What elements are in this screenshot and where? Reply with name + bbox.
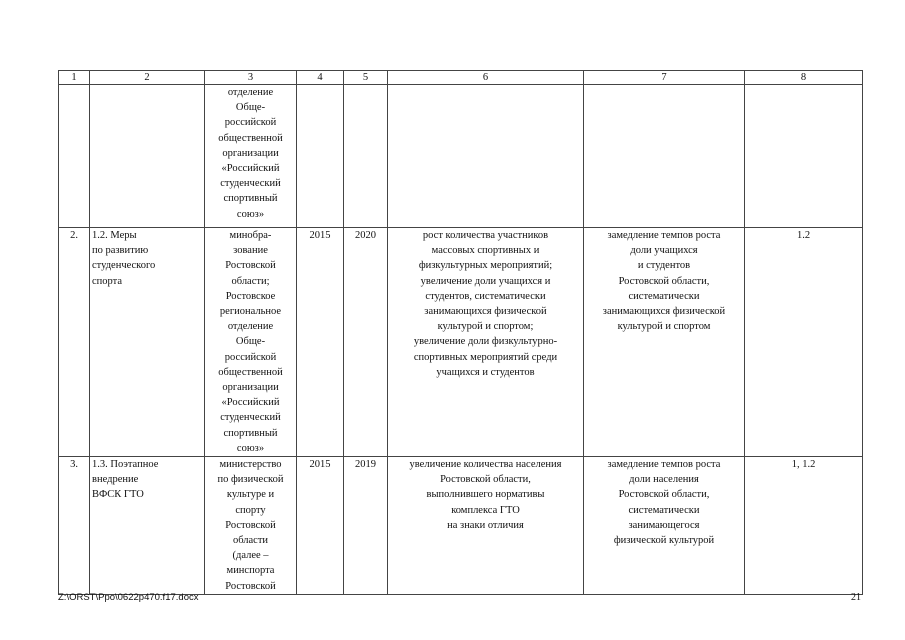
footer-file-path: Z:\ORST\Ppo\0622p470.f17.docx: [58, 592, 199, 603]
cell-line: физкультурных мероприятий;: [418, 260, 553, 272]
cell-line: систематически: [628, 504, 700, 516]
cell-line: доли населения: [629, 474, 699, 486]
cell-start-year: 2015: [297, 457, 344, 595]
cell-line: 1.2. Меры: [92, 230, 137, 241]
cell-line: минобра-: [229, 230, 272, 241]
cell-line: спортивный: [223, 427, 278, 439]
cell-indicator-link: 1.2: [745, 228, 863, 457]
cell-line: Ростовской области,: [618, 275, 710, 287]
header-col-7: 7: [584, 71, 745, 85]
header-col-6: 6: [388, 71, 584, 85]
cell-expected-result: [388, 228, 584, 457]
header-col-2: 2: [90, 71, 205, 85]
header-row: [59, 71, 863, 85]
cell-measure: [90, 228, 205, 457]
cell-start-year: [297, 85, 344, 228]
measures-table: [58, 70, 863, 595]
cell-line: союз»: [236, 208, 265, 220]
cell-end-year: [344, 85, 388, 228]
cell-line: отделение: [227, 321, 274, 333]
cell-line: зование: [233, 245, 268, 257]
cell-line: Ростовской: [225, 519, 276, 531]
cell-line: культурой и спортом: [617, 321, 711, 333]
cell-line: организации: [222, 382, 279, 394]
cell-line: увеличение доли учащихся и: [420, 275, 551, 287]
cell-line: Обще-: [235, 336, 266, 348]
header-col-4: 4: [297, 71, 344, 85]
cell-line: занимающихся физической: [602, 306, 726, 318]
footer-page-number: 21: [851, 592, 861, 603]
cell-line: выполнившего нормативы: [426, 489, 545, 501]
cell-expected-result: [388, 457, 584, 595]
cell-measure: [90, 85, 205, 228]
cell-line: увеличение доли физкультурно-: [413, 336, 558, 348]
cell-end-year: 2019: [344, 457, 388, 595]
cell-line: спортивных мероприятий среди: [413, 351, 558, 363]
cell-indicator-link: 1, 1.2: [745, 457, 863, 595]
cell-line: массовых спортивных и: [431, 245, 540, 257]
cell-line: учащихся и студентов: [436, 366, 535, 378]
cell-line: «Российский: [221, 163, 280, 175]
cell-line: спорта: [92, 275, 123, 287]
cell-executor: [205, 85, 297, 228]
cell-line: внедрение: [92, 474, 139, 486]
header-col-1: 1: [59, 71, 90, 85]
cell-line: Обще-: [235, 102, 266, 114]
cell-number: [59, 85, 90, 228]
cell-line: спорту: [235, 504, 266, 516]
cell-line: на знаки отличия: [447, 519, 524, 531]
cell-line: региональное: [219, 306, 282, 318]
cell-line: студенческий: [220, 412, 281, 424]
cell-line: российской: [224, 351, 277, 363]
cell-line: культурой и спортом;: [437, 321, 534, 333]
cell-expected-result: [388, 85, 584, 228]
header-col-5: 5: [344, 71, 388, 85]
cell-line: Ростовской области,: [440, 474, 531, 486]
cell-consequence: [584, 457, 745, 595]
table-row: [59, 85, 863, 228]
cell-line: студентов, систематически: [425, 290, 546, 302]
cell-line: занимающихся физической: [424, 306, 547, 318]
cell-line: физической культурой: [613, 535, 715, 547]
cell-line: студенческого: [92, 260, 156, 272]
cell-measure: [90, 457, 205, 595]
cell-line: (далее –: [232, 550, 269, 562]
cell-line: по развитию: [92, 245, 149, 257]
cell-line: Ростовской: [225, 580, 276, 592]
cell-consequence: [584, 228, 745, 457]
cell-executor: [205, 457, 297, 595]
cell-start-year: 2015: [297, 228, 344, 457]
cell-line: министерство: [219, 459, 282, 471]
cell-line: по физической: [217, 474, 284, 486]
cell-line: систематически: [628, 290, 700, 302]
cell-line: общественной: [218, 366, 283, 378]
cell-line: союз»: [236, 442, 265, 454]
cell-line: «Российский: [221, 397, 280, 409]
cell-end-year: 2020: [344, 228, 388, 457]
cell-number: 2.: [59, 228, 90, 457]
table-row: [59, 457, 863, 595]
cell-line: общественной: [218, 132, 283, 144]
cell-line: области: [232, 535, 269, 547]
cell-line: студенческий: [220, 178, 281, 190]
header-col-8: 8: [745, 71, 863, 85]
cell-line: организации: [222, 147, 279, 159]
cell-line: российской: [224, 117, 277, 129]
cell-line: замедление темпов роста: [607, 459, 721, 471]
cell-line: рост количества участников: [422, 230, 549, 241]
cell-line: культуре и: [226, 489, 275, 501]
cell-executor: [205, 228, 297, 457]
header-col-3: 3: [205, 71, 297, 85]
cell-line: отделение: [227, 87, 274, 98]
cell-line: замедление темпов роста: [607, 230, 721, 241]
cell-line: области;: [231, 275, 270, 287]
cell-line: ВФСК ГТО: [92, 489, 144, 501]
cell-line: Ростовское: [225, 290, 276, 302]
cell-line: комплекса ГТО: [451, 504, 520, 516]
cell-line: увеличение количества населения: [409, 459, 562, 471]
cell-line: Ростовской области,: [618, 489, 710, 501]
table-row: [59, 228, 863, 457]
table-body: [59, 85, 863, 595]
cell-line: и студентов: [637, 260, 691, 272]
cell-consequence: [584, 85, 745, 228]
cell-line: доли учащихся: [630, 245, 698, 257]
cell-indicator-link: [745, 85, 863, 228]
cell-line: минспорта: [226, 565, 275, 577]
cell-number: 3.: [59, 457, 90, 595]
cell-line: 1.3. Поэтапное: [92, 459, 159, 471]
cell-line: занимающегося: [628, 519, 700, 531]
cell-line: Ростовской: [225, 260, 276, 272]
cell-line: спортивный: [223, 193, 278, 205]
